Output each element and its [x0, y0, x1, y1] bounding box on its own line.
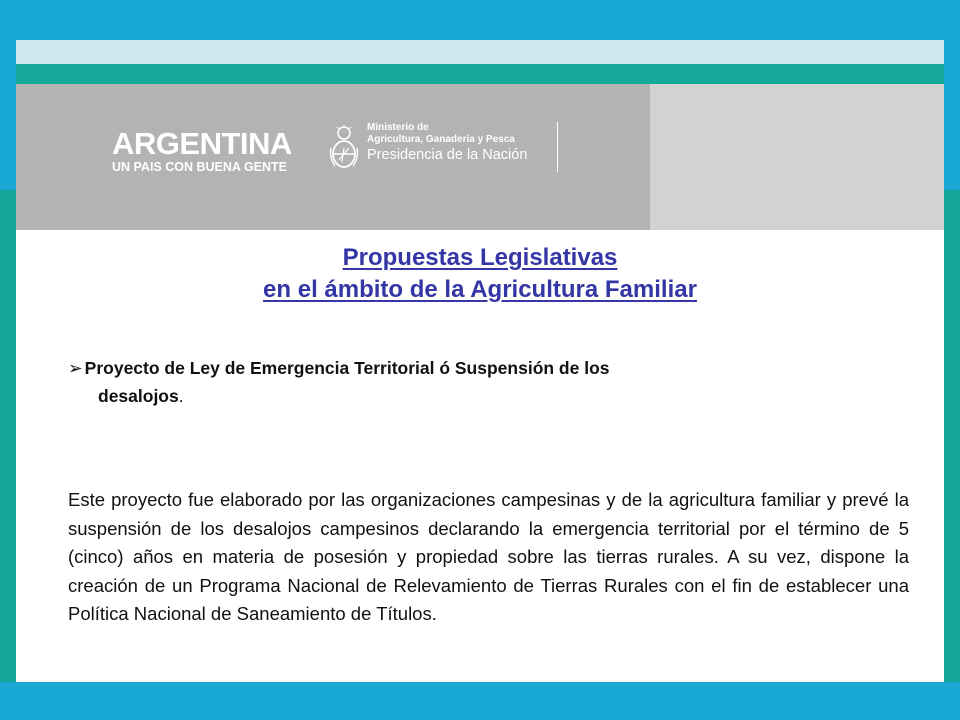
- arrow-bullet-icon: ➢: [68, 358, 83, 378]
- bullet-continuation: [68, 382, 888, 410]
- body-paragraph: Este proyecto fue elaborado por las organizaciones campesinas y de la agricultura familiar y prevé la suspensión de los desalojos campesinos declarando la emergencia territorial por el término de 5 (cinco) años en materia de posesión y propiedad sobre las tierras rurales. A su vez, dispone la creación de un Programa Nacional de Relevamiento de Tierras Rurales con el fin de establecer una Política Nacional de Saneamiento de Títulos.: [68, 489, 909, 624]
- slide-card: [16, 40, 944, 682]
- ministry-line-2: Agricultura, Ganadería y Pesca: [367, 134, 515, 145]
- ministry-block: [367, 122, 558, 172]
- bullet-text-line-1: Proyecto de Ley de Emergencia Territorial ó Suspensión de los: [84, 358, 610, 378]
- national-coat-of-arms-icon: [329, 124, 359, 170]
- header-light-panel: [650, 84, 944, 230]
- bullet-text-line-2: desalojos: [98, 386, 179, 406]
- logo-word: ARGENTINA: [112, 126, 292, 161]
- slide-title: [16, 242, 944, 306]
- bullet-period: .: [178, 386, 184, 406]
- header-teal-strip: [16, 64, 944, 84]
- title-line-2: en el ámbito de la Agricultura Familiar: [263, 276, 697, 303]
- ministry-line-1: Ministerio de: [367, 122, 429, 133]
- title-line-1: Propuestas Legislativas: [342, 244, 618, 271]
- logo-tagline: UN PAIS CON BUENA GENTE: [112, 160, 288, 174]
- bottom-blue-band: [0, 682, 960, 720]
- card-top-strip: [16, 40, 944, 64]
- slide-header: [16, 84, 944, 230]
- presidency-text: Presidencia de la Nación: [367, 147, 528, 163]
- bullet-item: [68, 354, 888, 410]
- argentina-logo: [112, 128, 302, 174]
